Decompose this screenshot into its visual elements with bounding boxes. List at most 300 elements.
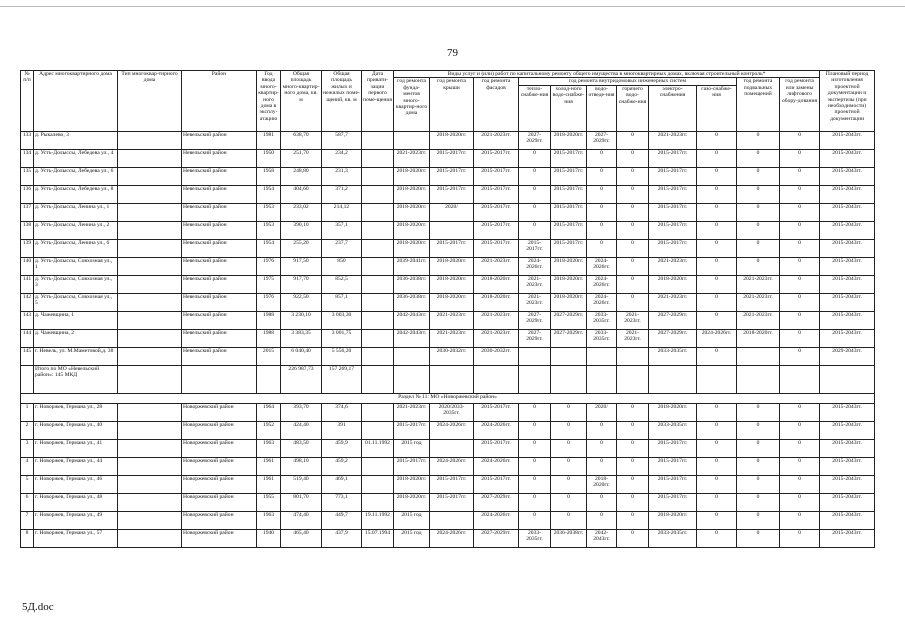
- cell-base: 0: [737, 529, 780, 547]
- cell-gas: 0: [697, 293, 737, 311]
- cell-n: 145: [21, 347, 34, 365]
- cell-lift: 0: [780, 529, 820, 547]
- col-res-area: Общая площадь жилых и нежилых поме-щений, кв. м: [322, 71, 362, 132]
- cell-base: 0: [737, 131, 780, 149]
- cell-elec: 2015-2017гг.: [649, 493, 697, 511]
- cell-plan: 2015-2043гг.: [820, 421, 875, 439]
- cell-pd: [362, 293, 394, 311]
- cell-year: 1950: [257, 149, 281, 167]
- cell-plan: 2015-2043гг.: [820, 329, 875, 347]
- cell-pd: [362, 347, 394, 365]
- cell-heat: 0: [519, 185, 551, 203]
- cell-dist: Новоржевский район: [182, 493, 257, 511]
- cell-year: 1955: [257, 493, 281, 511]
- cell-type: [118, 239, 182, 257]
- cell-fac: 2027-2029гг.: [474, 493, 519, 511]
- cell-ra: 234,2: [322, 149, 362, 167]
- cell-elec: 2015-2017гг.: [649, 221, 697, 239]
- cell-fac: 2015-2017гг.: [474, 167, 519, 185]
- cell-plan: 2015-2043гг.: [820, 221, 875, 239]
- cell-type: [118, 511, 182, 529]
- cell-lift: 0: [780, 475, 820, 493]
- cell-addr: д. Усть-Долыссы, Ленина ул., 1: [34, 203, 118, 221]
- cell-ra: 3 001,75: [322, 329, 362, 347]
- cell-year: 1975: [257, 275, 281, 293]
- cell-n: 5: [21, 475, 34, 493]
- cell-plan: 2015-2043гг.: [820, 511, 875, 529]
- cell-f: 2015 год: [394, 439, 430, 457]
- cell-f: 2042-2043гг.: [394, 329, 430, 347]
- cell-roof: 2015-2017гг.: [430, 185, 474, 203]
- cell-addr: д. Усть-Долыссы, Совхозная ул., 5: [34, 293, 118, 311]
- cell-ta: 498,10: [281, 457, 322, 475]
- cell-f: 2036-2038гг.: [394, 293, 430, 311]
- cell-n: 2: [21, 421, 34, 439]
- cell-base: 2018-2020гг.: [737, 329, 780, 347]
- cell-n: 137: [21, 203, 34, 221]
- cell-elec: 2033-2035гг.: [649, 347, 697, 365]
- cell-roof: 2018-2020гг.: [430, 275, 474, 293]
- cell-elec: 2015-2017гг.: [649, 239, 697, 257]
- cell-fac: 2024-2026гг.: [474, 457, 519, 475]
- cell-pd: [362, 275, 394, 293]
- cell-type: [118, 149, 182, 167]
- cell-ra: 852,5: [322, 275, 362, 293]
- cell-hot: 2021-2023гг.: [617, 329, 649, 347]
- cell-plan: 2015-2043гг.: [820, 185, 875, 203]
- col-year: Год ввода много-квартир-ного дома в эксплу-атацию: [257, 71, 281, 132]
- cell-fac: 2015-2017гг.: [474, 221, 519, 239]
- col-systems: год ремонта внутридомовых инженерных систем: [519, 78, 737, 85]
- cell-sew: 2033-2035гг.: [587, 329, 617, 347]
- cell-ta: 638,70: [281, 131, 322, 149]
- cell-elec: 2021-2023гг.: [649, 257, 697, 275]
- cell-heat: 2024-2026гг.: [519, 257, 551, 275]
- cell-hot: 0: [617, 403, 649, 421]
- cell-gas: 0: [697, 275, 737, 293]
- cell-year: 1981: [257, 131, 281, 149]
- cell-gas: 0: [697, 131, 737, 149]
- cell-ta: 483,50: [281, 439, 322, 457]
- cell-pd: 19.11.1992: [362, 511, 394, 529]
- cell-dist: Новоржевский район: [182, 529, 257, 547]
- cell-cold: 2015-2017гг.: [551, 203, 587, 221]
- cell-addr: г. Невель, ул. М.Маметовой,д. 38: [34, 347, 118, 365]
- col-address: Адрес многоквартирного дома: [34, 71, 118, 132]
- cell-gas: 0: [697, 311, 737, 329]
- cell-plan: 2015-2043гг.: [820, 457, 875, 475]
- cell-addr: д. Рыкалево, 3: [34, 131, 118, 149]
- cell-addr: д. Усть-Долыссы, Лебедева ул., 4: [34, 149, 118, 167]
- cell-fac: 2015-2017гг.: [474, 149, 519, 167]
- cell-roof: 2024-2026гг.: [430, 457, 474, 475]
- cell-fac: 2030-2032гг.: [474, 347, 519, 365]
- table-row: [21, 149, 875, 167]
- cell-roof: 2020/2033-2035гг.: [430, 403, 474, 421]
- total-label: Итого по МО «Невельский район»: 145 МКД: [34, 365, 118, 393]
- cell-roof: [430, 511, 474, 529]
- cell-roof: 2015-2017гг.: [430, 239, 474, 257]
- cell-elec: 2015-2017гг.: [649, 203, 697, 221]
- cell-ra: 5 556,20: [322, 347, 362, 365]
- cell-type: [118, 203, 182, 221]
- cell-ta: 255,20: [281, 239, 322, 257]
- cell-elec: 2018-2020гг.: [649, 275, 697, 293]
- col-foundation: год ремонта фунда-ментов много-квартир-ного дома: [394, 78, 430, 131]
- cell-addr: д. Усть-Долыссы, Ленина ул., 6: [34, 239, 118, 257]
- cell-type: [118, 185, 182, 203]
- cell-year: 1953: [257, 203, 281, 221]
- cell-dist: Невельский район: [182, 131, 257, 149]
- cell-pd: [362, 239, 394, 257]
- cell-lift: 0: [780, 149, 820, 167]
- cell-base: 0: [737, 475, 780, 493]
- cell-cold: 2015-2017гг.: [551, 239, 587, 257]
- cell-f: 2042-2043гг.: [394, 311, 430, 329]
- cell-year: 1976: [257, 257, 281, 275]
- cell-lift: 0: [780, 421, 820, 439]
- cell-pd: [362, 221, 394, 239]
- cell-elec: 2027-2029гг.: [649, 329, 697, 347]
- cell-gas: 0: [697, 493, 737, 511]
- cell-addr: г. Новоржев, Германа ул., 48: [34, 493, 118, 511]
- cell-roof: 2018-2020гг.: [430, 257, 474, 275]
- cell-sew: 0: [587, 493, 617, 511]
- cell-base: 0: [737, 221, 780, 239]
- cell-ra: 459,2: [322, 457, 362, 475]
- cell-addr: г. Новоржев, Германа ул., 44: [34, 457, 118, 475]
- cell-year: 1961: [257, 475, 281, 493]
- cell-f: 2018-2020гг.: [394, 185, 430, 203]
- cell-type: [118, 403, 182, 421]
- cell-year: 1963: [257, 511, 281, 529]
- cell-addr: д. Чажевщина, 1: [34, 311, 118, 329]
- cell-ra: 237,7: [322, 239, 362, 257]
- cell-base: 0: [737, 403, 780, 421]
- cell-type: [118, 329, 182, 347]
- cell-dist: Невельский район: [182, 239, 257, 257]
- cell-plan: 2015-2043гг.: [820, 311, 875, 329]
- cell-gas: 0: [697, 239, 737, 257]
- cell-f: 2021-2023гг.: [394, 149, 430, 167]
- cell-fac: 2015-2017гг.: [474, 239, 519, 257]
- cell-plan: 2015-2043гг.: [820, 167, 875, 185]
- cell-cold: 2018-2020гг.: [551, 275, 587, 293]
- cell-gas: 0: [697, 149, 737, 167]
- cell-type: [118, 475, 182, 493]
- cell-f: 2039-2041гг.: [394, 257, 430, 275]
- cell-elec: 2015-2017гг.: [649, 149, 697, 167]
- cell-year: 1988: [257, 329, 281, 347]
- cell-addr: г. Новоржев, Германа ул., 41: [34, 439, 118, 457]
- cell-elec: 2033-2035гг.: [649, 529, 697, 547]
- cell-ta: 424,40: [281, 421, 322, 439]
- cell-pd: [362, 493, 394, 511]
- cell-ta: 917,50: [281, 257, 322, 275]
- table-row: [21, 293, 875, 311]
- cell-dist: Невельский район: [182, 185, 257, 203]
- cell-ta: 404,60: [281, 185, 322, 203]
- cell-plan: 2015-2043гг.: [820, 403, 875, 421]
- cell-elec: 2015-2017гг.: [649, 475, 697, 493]
- cell-lift: 0: [780, 329, 820, 347]
- cell-sew: 0: [587, 239, 617, 257]
- table-row: [21, 421, 875, 439]
- cell-n: 134: [21, 149, 34, 167]
- col-gas: газо-снабже-ния: [697, 85, 737, 131]
- table-row: [21, 493, 875, 511]
- cell-heat: 0: [519, 475, 551, 493]
- cell-fac: 2021-2023гг.: [474, 131, 519, 149]
- footer-filename: 5Д.doc: [22, 601, 54, 613]
- cell-type: [118, 493, 182, 511]
- cell-cold: [551, 347, 587, 365]
- table-row: [21, 347, 875, 365]
- cell-fac: 2018-2020гг.: [474, 275, 519, 293]
- cell-addr: д. Усть-Долыссы, Лебедева ул., 8: [34, 185, 118, 203]
- cell-type: [118, 131, 182, 149]
- table-row: [21, 203, 875, 221]
- cell-year: 1988: [257, 311, 281, 329]
- cell-hot: 0: [617, 185, 649, 203]
- cell-dist: Невельский район: [182, 257, 257, 275]
- cell-f: 2018-2020гг.: [394, 475, 430, 493]
- cell-pd: [362, 403, 394, 421]
- cell-plan: 2015-2043гг.: [820, 239, 875, 257]
- cell-pd: [362, 329, 394, 347]
- cell-lift: 0: [780, 293, 820, 311]
- cell-sew: 0: [587, 203, 617, 221]
- cell-ta: 251,70: [281, 149, 322, 167]
- cell-hot: 0: [617, 167, 649, 185]
- cell-heat: 0: [519, 203, 551, 221]
- cell-year: 1976: [257, 293, 281, 311]
- cell-cold: 2027-2029гг.: [551, 311, 587, 329]
- cell-plan: 2015-2043гг.: [820, 131, 875, 149]
- cell-ra: 857,1: [322, 293, 362, 311]
- cell-roof: [430, 439, 474, 457]
- cell-fac: 2024-2026гг.: [474, 511, 519, 529]
- cell-fac: 2018-2020гг.: [474, 293, 519, 311]
- cell-plan: 2015-2043гг.: [820, 529, 875, 547]
- cell-sew: 2042-2043гг.: [587, 529, 617, 547]
- cell-sew: 0: [587, 439, 617, 457]
- cell-cold: 2015-2017гг.: [551, 149, 587, 167]
- cell-lift: 0: [780, 185, 820, 203]
- cell-ta: 922,50: [281, 293, 322, 311]
- cell-type: [118, 257, 182, 275]
- cell-dist: Новоржевский район: [182, 457, 257, 475]
- cell-hot: 0: [617, 203, 649, 221]
- cell-base: 0: [737, 203, 780, 221]
- cell-elec: 2018-2020гг.: [649, 403, 697, 421]
- cell-type: [118, 167, 182, 185]
- cell-heat: 2027-2029гг.: [519, 329, 551, 347]
- cell-ta: 393,70: [281, 403, 322, 421]
- cell-dist: Невельский район: [182, 347, 257, 365]
- cell-type: [118, 311, 182, 329]
- cell-pd: [362, 131, 394, 149]
- cell-hot: 0: [617, 511, 649, 529]
- cell-gas: 0: [697, 529, 737, 547]
- cell-n: 141: [21, 275, 34, 293]
- cell-year: 1963: [257, 439, 281, 457]
- cell-cold: 2015-2017гг.: [551, 167, 587, 185]
- cell-pd: [362, 203, 394, 221]
- cell-plan: 2015-2043гг.: [820, 475, 875, 493]
- cell-n: 135: [21, 167, 34, 185]
- cell-pd: [362, 185, 394, 203]
- cell-elec: 2015-2017гг.: [649, 457, 697, 475]
- cell-hot: 0: [617, 239, 649, 257]
- cell-heat: 2021-2023гг.: [519, 275, 551, 293]
- cell-f: 2015 год: [394, 529, 430, 547]
- cell-heat: 2015-2017гг.: [519, 239, 551, 257]
- cell-fac: 2015-2017гг.: [474, 185, 519, 203]
- cell-lift: 0: [780, 347, 820, 365]
- cell-type: [118, 457, 182, 475]
- cell-gas: 0: [697, 511, 737, 529]
- cell-sew: 0: [587, 457, 617, 475]
- cell-roof: 2024-2026гг.: [430, 421, 474, 439]
- cell-roof: 2018-2020гг.: [430, 293, 474, 311]
- cell-lift: 0: [780, 403, 820, 421]
- cell-hot: 0: [617, 149, 649, 167]
- cell-cold: 0: [551, 475, 587, 493]
- cell-pd: [362, 421, 394, 439]
- cell-hot: [617, 347, 649, 365]
- cell-gas: 0: [697, 347, 737, 365]
- cell-cold: 2018-2020гг.: [551, 257, 587, 275]
- cell-base: 0: [737, 493, 780, 511]
- cell-n: 133: [21, 131, 34, 149]
- cell-heat: 0: [519, 457, 551, 475]
- table-row: [21, 167, 875, 185]
- cell-type: [118, 529, 182, 547]
- cell-sew: 0: [587, 149, 617, 167]
- cell-base: 0: [737, 257, 780, 275]
- cell-hot: 0: [617, 439, 649, 457]
- cell-f: [394, 131, 430, 149]
- cell-dist: Невельский район: [182, 275, 257, 293]
- cell-elec: 2027-2029гг.: [649, 311, 697, 329]
- cell-year: 1954: [257, 239, 281, 257]
- col-plan: Плановый период изготовления проектной документации и экспертизы (при необходимости) проектной документации: [820, 71, 875, 132]
- cell-gas: 0: [697, 203, 737, 221]
- cell-ta: 3 230,10: [281, 311, 322, 329]
- cell-type: [118, 421, 182, 439]
- cell-base: 0: [737, 457, 780, 475]
- cell-elec: 2018-2020гг.: [649, 511, 697, 529]
- cell-ra: 437,9: [322, 529, 362, 547]
- cell-cold: 2036-2038гг.: [551, 529, 587, 547]
- cell-heat: 0: [519, 221, 551, 239]
- cell-gas: 0: [697, 257, 737, 275]
- cell-plan: 2015-2043гг.: [820, 439, 875, 457]
- cell-dist: Новоржевский район: [182, 439, 257, 457]
- cell-fac: 2015-2017гг.: [474, 475, 519, 493]
- cell-sew: 0: [587, 221, 617, 239]
- cell-roof: 2015-2017гг.: [430, 149, 474, 167]
- cell-fac: 2021-2023гг.: [474, 257, 519, 275]
- cell-year: 2015: [257, 347, 281, 365]
- cell-heat: 2027-2029гг.: [519, 311, 551, 329]
- cell-ra: 391: [322, 421, 362, 439]
- cell-type: [118, 347, 182, 365]
- cell-base: 2021-2023гг.: [737, 293, 780, 311]
- table-row: [21, 257, 875, 275]
- cell-ra: 231,3: [322, 167, 362, 185]
- table-row: [21, 529, 875, 547]
- cell-ra: 374,6: [322, 403, 362, 421]
- cell-hot: 0: [617, 493, 649, 511]
- cell-pd: [362, 257, 394, 275]
- cell-plan: 2015-2043гг.: [820, 257, 875, 275]
- cell-dist: Невельский район: [182, 149, 257, 167]
- cell-dist: Невельский район: [182, 221, 257, 239]
- cell-n: 144: [21, 329, 34, 347]
- cell-gas: 2024-2026гг.: [697, 329, 737, 347]
- cell-base: 0: [737, 185, 780, 203]
- cell-roof: 2030-2032гг.: [430, 347, 474, 365]
- cell-lift: 0: [780, 439, 820, 457]
- cell-hot: 0: [617, 221, 649, 239]
- col-lift: год ремонта или замены лифтового обору-дования: [780, 78, 820, 131]
- page-top-rule: [0, 6, 905, 7]
- cell-sew: 2024-2026гг.: [587, 293, 617, 311]
- cell-hot: 0: [617, 529, 649, 547]
- cell-heat: 0: [519, 439, 551, 457]
- col-district: Район: [182, 71, 257, 132]
- cell-gas: 0: [697, 403, 737, 421]
- cell-plan: 2015-2043гг.: [820, 149, 875, 167]
- cell-fac: 2015-2017гг.: [474, 203, 519, 221]
- table-row: [21, 221, 875, 239]
- cell-heat: 0: [519, 421, 551, 439]
- cell-type: [118, 221, 182, 239]
- cell-elec: 2021-2023гг.: [649, 293, 697, 311]
- cell-ra: 357,1: [322, 221, 362, 239]
- cell-f: 2015 год: [394, 511, 430, 529]
- cell-year: 1964: [257, 403, 281, 421]
- page-number: 79: [447, 47, 458, 59]
- cell-sew: 2018-2020гг.: [587, 475, 617, 493]
- cell-f: 2018-2020гг.: [394, 167, 430, 185]
- cell-n: 143: [21, 311, 34, 329]
- cell-base: [737, 347, 780, 365]
- cell-dist: Невельский район: [182, 311, 257, 329]
- col-services: Виды услуг и (или) работ по капитальному ремонту общего имущества в многоквартирных домах, включая строительный контроль*: [394, 71, 820, 78]
- cell-lift: 0: [780, 457, 820, 475]
- cell-n: 139: [21, 239, 34, 257]
- res-area-sum: 157 269,17: [322, 365, 362, 393]
- cell-heat: 0: [519, 167, 551, 185]
- total-row: [21, 365, 875, 393]
- cell-gas: 0: [697, 221, 737, 239]
- cell-dist: Новоржевский район: [182, 475, 257, 493]
- table-row: [21, 329, 875, 347]
- cell-cold: 2015-2017гг.: [551, 185, 587, 203]
- cell-hot: 2021-2023гг.: [617, 311, 649, 329]
- cell-n: 138: [21, 221, 34, 239]
- cell-n: 7: [21, 511, 34, 529]
- cell-roof: 2024-2026гг.: [430, 529, 474, 547]
- cell-cold: 2018-2020гг.: [551, 293, 587, 311]
- cell-pd: 01.11.1992: [362, 439, 394, 457]
- cell-ra: 371,2: [322, 185, 362, 203]
- cell-fac: 2027-2029гг.: [474, 529, 519, 547]
- cell-lift: 0: [780, 221, 820, 239]
